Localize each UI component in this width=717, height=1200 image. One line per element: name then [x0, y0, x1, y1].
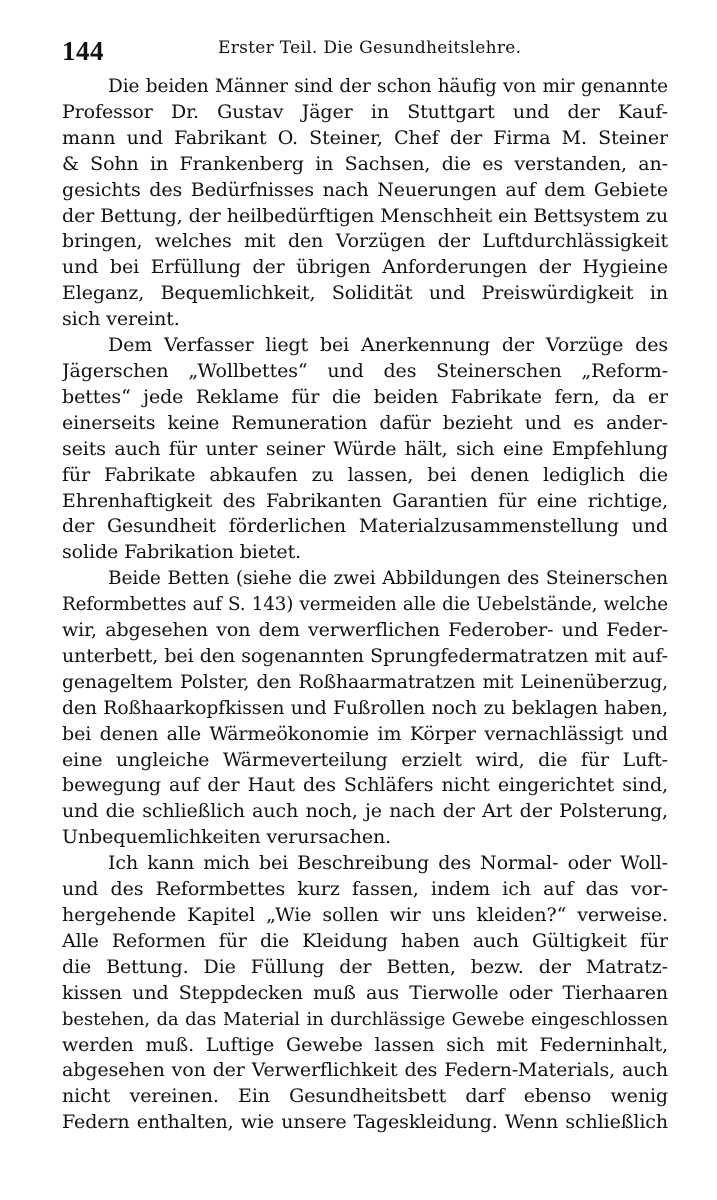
- text-line: Eleganz, Bequemlichkeit, Solidität und Preiswürdigkeit in: [62, 282, 668, 305]
- text-line: und bei Erfüllung der übrigen Anforderungen der Hygieine: [62, 256, 668, 279]
- text-line: hergehende Kapitel „Wie sollen wir uns kleiden?“ verweise.: [62, 904, 668, 926]
- text-line: unterbett, bei den sogenannten Sprungfedermatratzen mit auf-: [62, 644, 668, 667]
- page-header: [62, 30, 668, 74]
- text-line: der Bettung, der heilbedürftigen Menschheit ein Bettsystem zu: [62, 204, 668, 227]
- text-line: & Sohn in Frankenberg in Sachsen, die es verstanden, an-: [62, 152, 668, 175]
- text-line: bestehen, da das Material in durchlässige Gewebe eingeschlossen: [62, 1008, 668, 1030]
- text-line: Unbequemlichkeiten verursachen.: [62, 826, 392, 849]
- text-line: einerseits keine Remuneration dafür bezieht und es ander-: [62, 411, 668, 434]
- text-line: eine ungleiche Wärmeverteilung erzielt wird, die für Luft-: [62, 748, 668, 771]
- text-line: Die beiden Männer sind der schon häufig von mir genannte: [108, 76, 668, 97]
- text-line: bettes“ jede Reklame für die beiden Fabrikate fern, da er: [62, 385, 668, 408]
- text-line: Beide Betten (siehe die zwei Abbildungen des Steinerschen: [108, 568, 668, 590]
- text-line: abgesehen von der Verwerflichkeit des Federn-Materials, auch: [62, 1059, 668, 1082]
- text-line: seits auch für unter seiner Würde hält, sich eine Empfehlung: [62, 437, 668, 460]
- text-line: sich vereint.: [62, 308, 180, 331]
- text-line: und die schließlich auch noch, je nach der Art der Polsterung,: [62, 800, 668, 823]
- text-line: mann und Fabrikant O. Steiner, Chef der Firma M. Steiner: [62, 126, 668, 149]
- text-line: kissen und Steppdecken muß aus Tierwolle oder Tierhaaren: [62, 981, 668, 1004]
- text-line: Federn enthalten, wie unsere Tageskleidung. Wenn schließlich: [62, 1111, 668, 1134]
- text-line: Professor Dr. Gustav Jäger in Stuttgart und der Kauf-: [62, 100, 668, 123]
- text-line: Jägerschen „Wollbettes“ und des Steinerschen „Reform-: [62, 359, 668, 382]
- text-line: Alle Reformen für die Kleidung haben auch Gültigkeit für: [62, 929, 668, 952]
- body-text: [62, 74, 668, 1136]
- text-line: der Gesundheit förderlichen Materialzusammenstellung und: [62, 515, 668, 538]
- text-line: bewegung auf der Haut des Schläfers nicht eingerichtet sind,: [62, 774, 668, 797]
- text-line: Dem Verfasser liegt bei Anerkennung der Vorzüge des: [108, 334, 668, 357]
- text-line: und des Reformbettes kurz fassen, indem ich auf das vor-: [62, 878, 668, 901]
- text-line: solide Fabrikation bietet.: [62, 541, 302, 564]
- paragraph: [62, 566, 668, 851]
- text-line: bei denen alle Wärmeökonomie im Körper vernachlässigt und: [62, 722, 668, 745]
- text-line: bringen, welches mit den Vorzügen der Luftdurchlässigkeit: [62, 230, 668, 253]
- text-line: Ehrenhaftigkeit des Fabrikanten Garantien für eine richtige,: [62, 489, 668, 512]
- book-page: [62, 30, 668, 1136]
- text-line: gesichts des Bedürfnisses nach Neuerungen auf dem Gebiete: [62, 178, 668, 201]
- text-line: werden muß. Luftige Gewebe lassen sich mit Federninhalt,: [62, 1033, 668, 1056]
- text-line: wir, abgesehen von dem verwerflichen Federober- und Feder-: [62, 619, 668, 642]
- paragraph: [62, 333, 668, 566]
- text-line: Ich kann mich bei Beschreibung des Normal- oder Woll-: [108, 852, 668, 875]
- running-head: Erster Teil. Die Gesundheitslehre.: [218, 38, 522, 58]
- text-line: die Bettung. Die Füllung der Betten, bezw. der Matratz-: [62, 955, 668, 978]
- text-line: nicht vereinen. Ein Gesundheitsbett darf ebenso wenig: [62, 1085, 668, 1108]
- paragraph: [62, 74, 668, 333]
- text-line: den Roßhaarkopfkissen und Fußrollen noch zu beklagen haben,: [62, 697, 668, 719]
- paragraph: [62, 851, 668, 1136]
- text-line: genageltem Polster, den Roßhaarmatratzen mit Leinenüberzug,: [62, 671, 668, 693]
- text-line: Reformbettes auf S. 143) vermeiden alle die Uebelstände, welche: [62, 594, 668, 616]
- page-number: 144: [62, 36, 104, 66]
- text-line: für Fabrikate abkaufen zu lassen, bei denen lediglich die: [62, 463, 668, 486]
